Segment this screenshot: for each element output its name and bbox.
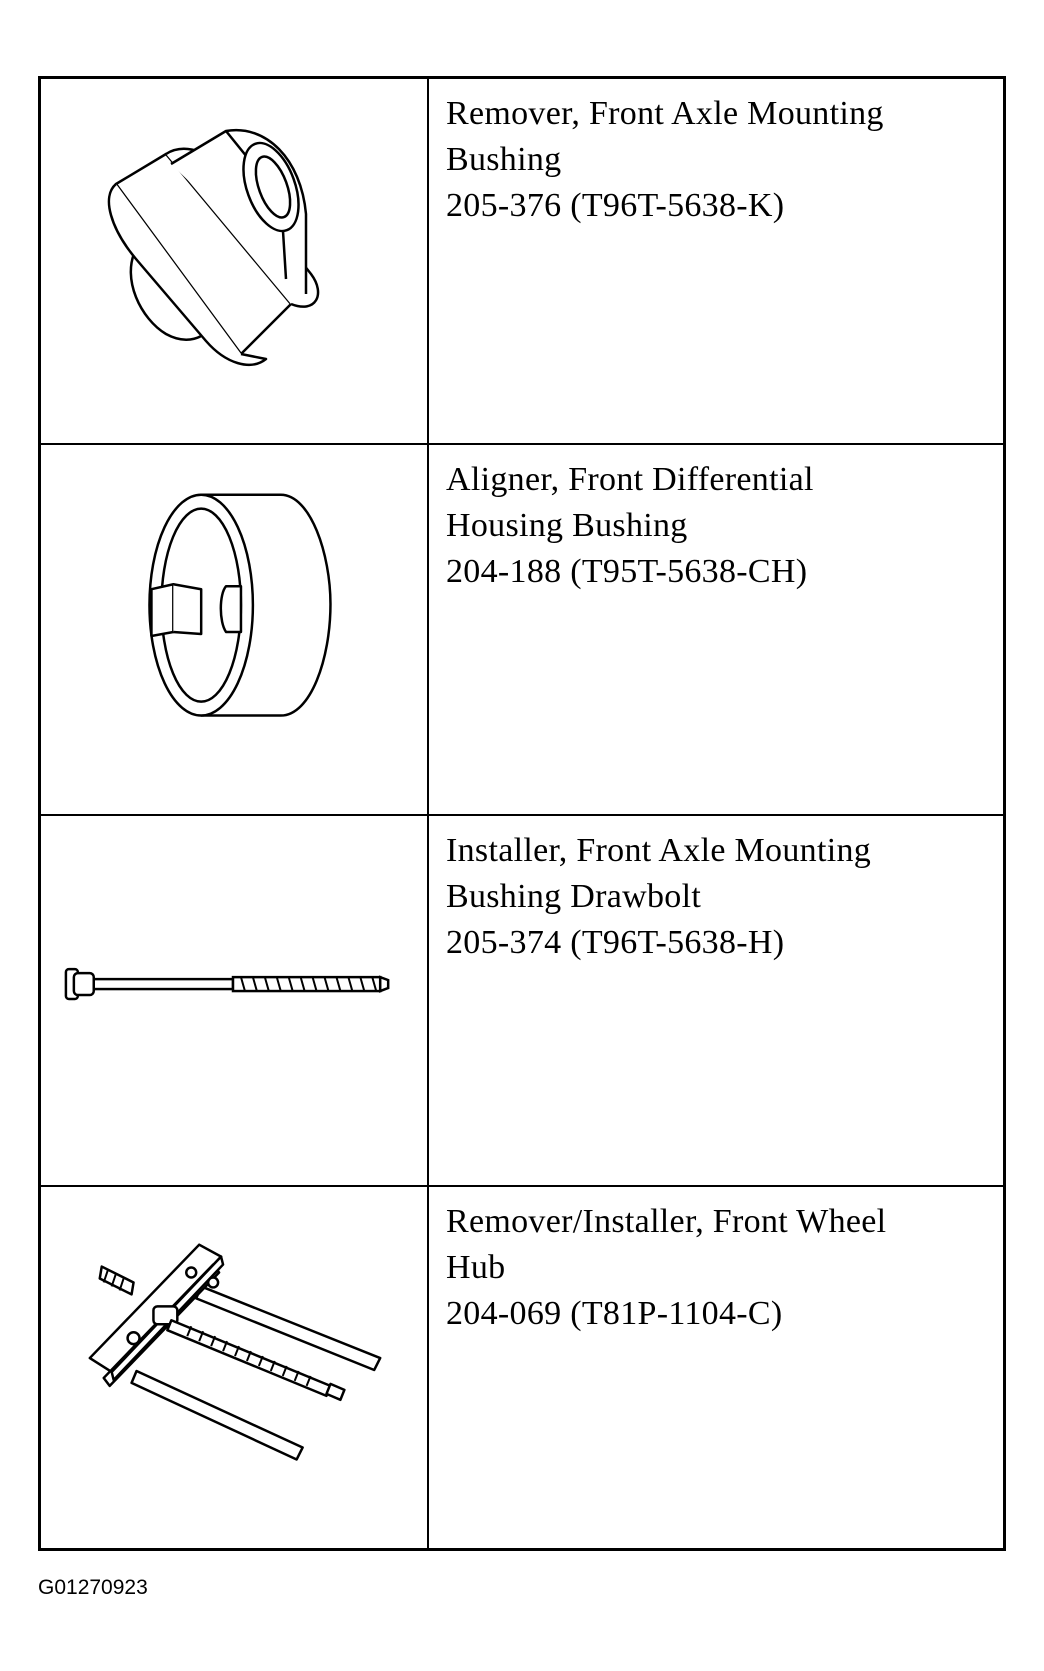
axle-bushing-remover-icon bbox=[41, 79, 427, 443]
tool-name-line: Hub bbox=[446, 1249, 506, 1286]
tool-name-line: Bushing Drawbolt bbox=[446, 878, 702, 915]
tool-part-number: 205-374 (T96T-5638-H) bbox=[446, 924, 785, 961]
tool-name-line: Bushing bbox=[446, 141, 562, 178]
tool-row bbox=[41, 79, 1003, 443]
tool-description bbox=[446, 828, 987, 966]
tool-row bbox=[41, 814, 1003, 1185]
tool-illustration-cell bbox=[41, 1187, 429, 1548]
wheel-hub-puller-icon bbox=[41, 1187, 427, 1548]
tool-name-line: Remover/Installer, Front Wheel bbox=[446, 1203, 887, 1240]
special-tools-table bbox=[38, 76, 1006, 1551]
tool-row bbox=[41, 443, 1003, 814]
tool-illustration-cell bbox=[41, 816, 429, 1185]
tool-part-number: 204-069 (T81P-1104-C) bbox=[446, 1295, 783, 1332]
tool-part-number: 205-376 (T96T-5638-K) bbox=[446, 187, 785, 224]
tool-row bbox=[41, 1185, 1003, 1548]
tool-name-line: Housing Bushing bbox=[446, 507, 688, 544]
drawbolt-icon bbox=[41, 816, 427, 1185]
tool-description bbox=[446, 1199, 987, 1337]
differential-bushing-aligner-icon bbox=[41, 445, 427, 814]
tool-description bbox=[446, 91, 987, 229]
figure-id: G01270923 bbox=[38, 1576, 148, 1599]
tool-name-line: Remover, Front Axle Mounting bbox=[446, 95, 884, 132]
tool-illustration-cell bbox=[41, 445, 429, 814]
tool-description bbox=[446, 457, 987, 595]
tool-name-line: Aligner, Front Differential bbox=[446, 461, 814, 498]
tool-part-number: 204-188 (T95T-5638-CH) bbox=[446, 553, 808, 590]
tool-name-line: Installer, Front Axle Mounting bbox=[446, 832, 872, 869]
tool-illustration-cell bbox=[41, 79, 429, 443]
